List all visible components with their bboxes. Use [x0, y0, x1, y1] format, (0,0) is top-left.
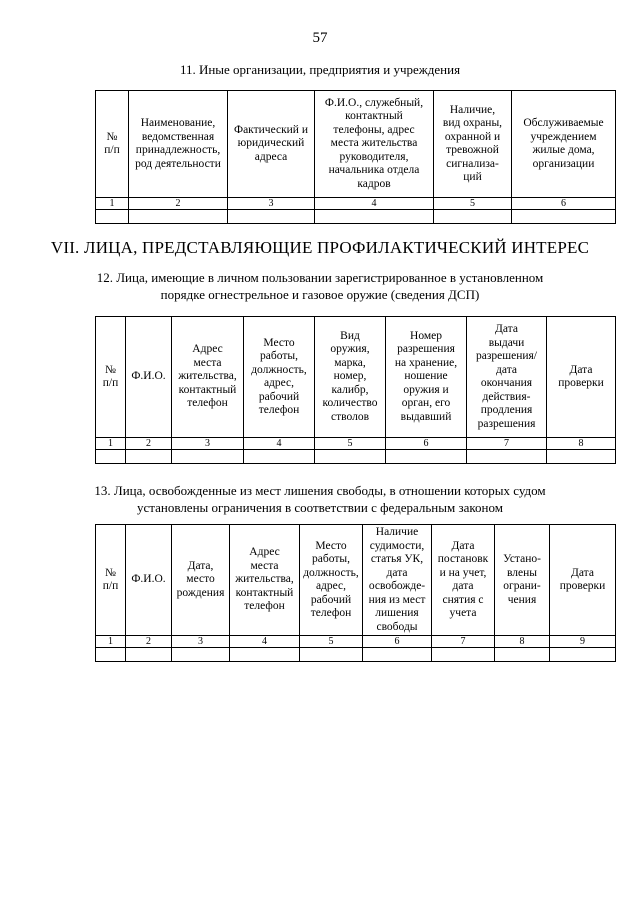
table13-blank-cell — [172, 648, 230, 662]
table13-header-row — [96, 525, 616, 636]
table11-number-cell: 1 — [96, 198, 129, 210]
table11-number-cell: 6 — [512, 198, 616, 210]
table13-blank-cell — [495, 648, 550, 662]
table12 — [95, 316, 616, 464]
table12-blank-cell — [244, 450, 315, 464]
table12-number-cell: 1 — [96, 438, 126, 450]
table13-number-cell: 2 — [126, 636, 172, 648]
table13-blank-cell — [300, 648, 363, 662]
table13-blank-cell — [432, 648, 495, 662]
table13-number-cell: 5 — [300, 636, 363, 648]
table13-header-cell: Наличие судимости, статья УК, дата освобожде- ния из мест лишения свободы — [363, 525, 432, 636]
table12-number-cell: 5 — [315, 438, 386, 450]
table13-blank-cell — [230, 648, 300, 662]
table11-number-cell: 2 — [129, 198, 228, 210]
page-number: 57 — [312, 30, 328, 46]
table12-number-cell: 7 — [467, 438, 547, 450]
table13-header-cell: Место работы, должность, адрес, рабочий телефон — [300, 525, 363, 636]
table11-blank-cell — [96, 210, 129, 224]
table12-blank-row — [96, 450, 616, 464]
table12-number-cell: 8 — [547, 438, 616, 450]
table11-number-cell: 3 — [228, 198, 315, 210]
table13-number-cell: 1 — [96, 636, 126, 648]
table13-blank-row — [96, 648, 616, 662]
table11-number-cell: 4 — [315, 198, 434, 210]
table12-number-cell: 2 — [126, 438, 172, 450]
table13-number-cell: 8 — [495, 636, 550, 648]
table12-caption-line2: порядке огнестрельное и газовое оружие (сведения ДСП) — [160, 287, 480, 302]
table12-caption-line1: 12. Лица, имеющие в личном пользовании зарегистрированное в установленном — [96, 270, 544, 285]
table12-blank-cell — [467, 450, 547, 464]
table11-header-cell: Обслуживаемые учреждением жилые дома, организации — [512, 91, 616, 198]
table12-header-row — [96, 317, 616, 438]
table13-header-cell: Ф.И.О. — [126, 525, 172, 636]
table12-blank-cell — [96, 450, 126, 464]
table13-number-row — [96, 636, 616, 648]
table11-blank-cell — [315, 210, 434, 224]
table12-header-cell: Адрес места жительства, контактный телефон — [172, 317, 244, 438]
table12-blank-cell — [315, 450, 386, 464]
table12-blank-cell — [172, 450, 244, 464]
table13-header-cell: Устано- влены ограни- чения — [495, 525, 550, 636]
table11-header-row — [96, 91, 616, 198]
table12-header-cell: Дата проверки — [547, 317, 616, 438]
table13-blank-cell — [126, 648, 172, 662]
table11 — [95, 90, 616, 224]
table13-number-cell: 9 — [550, 636, 616, 648]
table13-number-cell: 3 — [172, 636, 230, 648]
table12-blank-cell — [126, 450, 172, 464]
section-title: VII. ЛИЦА, ПРЕДСТАВЛЯЮЩИЕ ПРОФИЛАКТИЧЕСКИЙ ИНТЕРЕС — [50, 238, 590, 257]
table13-header-cell: Адрес места жительства, контактный телефон — [230, 525, 300, 636]
table11-blank-cell — [434, 210, 512, 224]
table13-number-cell: 7 — [432, 636, 495, 648]
table12-blank-cell — [386, 450, 467, 464]
table13 — [95, 524, 616, 662]
table12-header-cell: Номер разрешения на хранение, ношение оружия и орган, его выдавший — [386, 317, 467, 438]
table11-blank-cell — [228, 210, 315, 224]
table11-header-cell: Наличие, вид охраны, охранной и тревожной сигнализа- ций — [434, 91, 512, 198]
table12-header-cell: № п/п — [96, 317, 126, 438]
table13-header-cell: Дата проверки — [550, 525, 616, 636]
table13-number-cell: 4 — [230, 636, 300, 648]
table13-blank-cell — [96, 648, 126, 662]
table12-header-cell: Ф.И.О. — [126, 317, 172, 438]
table11-number-cell: 5 — [434, 198, 512, 210]
table11-header-cell: № п/п — [96, 91, 129, 198]
table12-number-row — [96, 438, 616, 450]
table13-blank-cell — [550, 648, 616, 662]
table13-caption-line1: 13. Лица, освобожденные из мест лишения свободы, в отношении которых судом — [94, 483, 546, 498]
table11-number-row — [96, 198, 616, 210]
table13-caption-line2: установлены ограничения в соответствии с федеральным законом — [137, 500, 503, 515]
table11-header-cell: Наименование, ведомственная принадлежность, род деятельности — [129, 91, 228, 198]
table13-blank-cell — [363, 648, 432, 662]
table13-header-cell: Дата постановк и на учет, дата снятия с учета — [432, 525, 495, 636]
table12-number-cell: 3 — [172, 438, 244, 450]
table11-caption: 11. Иные организации, предприятия и учреждения — [179, 62, 461, 77]
table13-number-cell: 6 — [363, 636, 432, 648]
table11-blank-cell — [512, 210, 616, 224]
table12-blank-cell — [547, 450, 616, 464]
table12-header-cell: Место работы, должность, адрес, рабочий телефон — [244, 317, 315, 438]
table11-blank-cell — [129, 210, 228, 224]
table11-header-cell: Ф.И.О., служебный, контактный телефоны, адрес места жительства руководителя, начальника отдела кадров — [315, 91, 434, 198]
table12-header-cell: Дата выдачи разрешения/ дата окончания действия- продления разрешения — [467, 317, 547, 438]
table12-number-cell: 4 — [244, 438, 315, 450]
table12-number-cell: 6 — [386, 438, 467, 450]
table13-header-cell: Дата, место рождения — [172, 525, 230, 636]
table11-blank-row — [96, 210, 616, 224]
table12-header-cell: Вид оружия, марка, номер, калибр, количество стволов — [315, 317, 386, 438]
table11-header-cell: Фактический и юридический адреса — [228, 91, 315, 198]
table13-header-cell: № п/п — [96, 525, 126, 636]
